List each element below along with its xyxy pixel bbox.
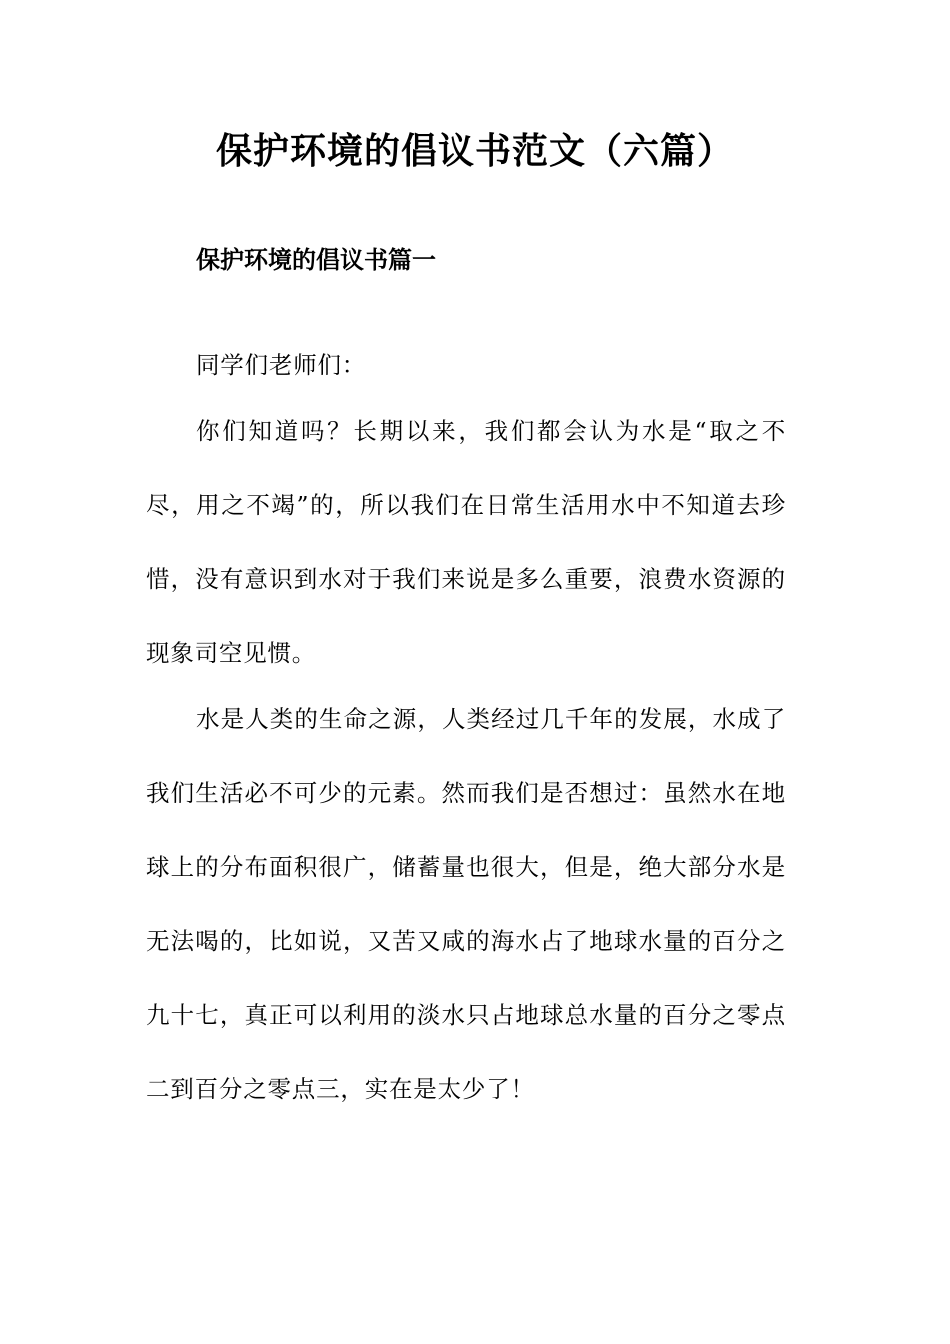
section-heading: 保护环境的倡议书篇一 <box>196 246 436 274</box>
paragraph-2: 水是人类的生命之源，人类经过几千年的发展，水成了我们生活必不可少的元素。然而我们是否想过：虽然水在地球上的分布面积很广，储蓄量也很大，但是，绝大部分水是无法喝的，比如说，又苦又咸的海水占了地球水量的百分之九十七，真正可以利用的淡水只占地球总水量的百分之零点二到百分之零点三，实在是太少了！ <box>146 705 786 1103</box>
salutation: 同学们老师们： <box>196 351 367 379</box>
paragraph-1: 你们知道吗？长期以来，我们都会认为水是“取之不尽，用之不竭”的，所以我们在日常生活用水中不知道去珍惜，没有意识到水对于我们来说是多么重要，浪费水资源的现象司空见惯。 <box>146 417 786 667</box>
document-title: 保护环境的倡议书范文（六篇） <box>215 131 734 172</box>
